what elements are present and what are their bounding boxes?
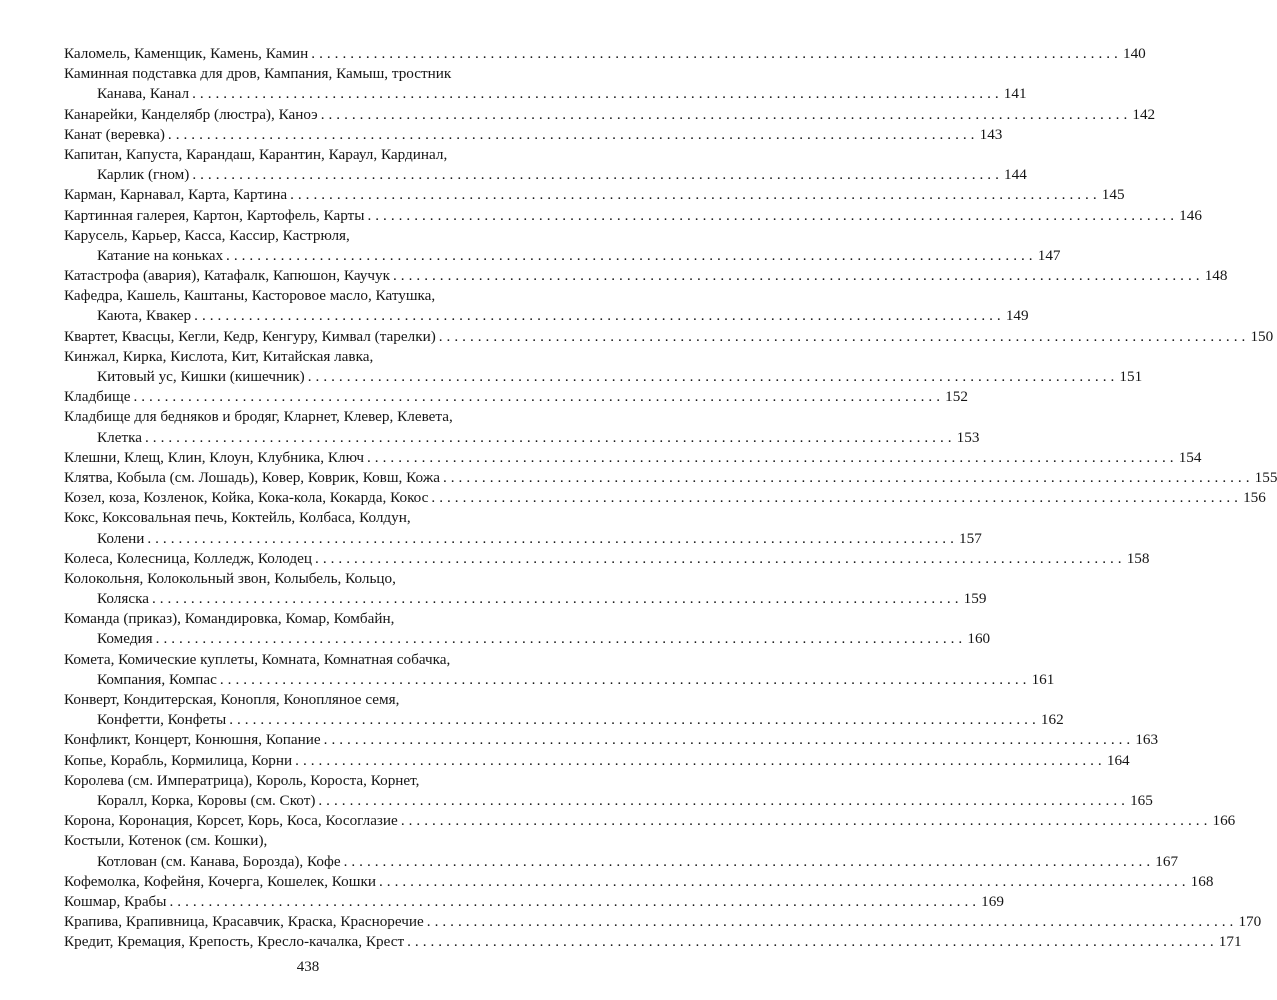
index-entry [64,468,1277,488]
entry-continuation-line [64,629,991,649]
entry-line [64,751,1130,771]
entry-line [64,932,1242,952]
dot-leader [147,529,954,549]
entry-continuation-line [64,670,1055,690]
entry-page-number: 155 [1254,468,1277,486]
entry-text: Козел, коза, Козленок, Койка, Кока-кола, Кокарда, Кокос [64,489,429,507]
entry-text: Кафедра, Кашель, Каштаны, Касторовое масло, Катушка, [64,287,436,305]
entry-page-number: 165 [1130,791,1153,809]
entry-line [64,64,560,84]
entry-page-number: 160 [967,630,991,648]
entry-line [64,892,1004,912]
page-number: 438 [296,959,320,975]
index-entry [64,609,991,649]
entry-line [64,206,1202,226]
dot-leader [367,206,1174,226]
entry-page-number: 166 [1212,812,1236,830]
dot-leader [156,629,963,649]
index-entry [64,266,1228,286]
dot-leader [407,932,1214,952]
entry-line [64,387,968,407]
entry-text: Копье, Корабль, Кормилица, Корни [64,751,293,769]
dot-leader [443,468,1250,488]
entry-page-number: 151 [1119,368,1143,385]
entry-continuation-line [64,246,1061,266]
entry-line [64,872,1214,892]
entry-text: Карман, Карнавал, Карта, Картина [64,186,288,204]
entry-continuation-line [64,852,1179,872]
entry-line [64,185,1125,205]
index-entry [64,206,1202,226]
entry-text: Квартет, Квасцы, Кегли, Кедр, Кенгуру, Кимвал (тарелки) [64,327,436,345]
entry-text: Канава, Канал [97,85,190,103]
index-entry [64,387,968,407]
entry-page-number: 162 [1040,711,1064,729]
entry-page-number: 148 [1204,267,1228,285]
dot-leader [367,448,1174,468]
index-entry [64,488,1266,508]
entry-continuation-line [64,710,1064,730]
dot-leader [295,751,1102,771]
index-entry [64,892,1004,912]
entry-text: Корона, Коронация, Корсет, Корь, Коса, Косоглазие [64,812,398,830]
index-entry [64,771,1153,811]
entry-line [64,266,1228,286]
entry-page-number: 169 [981,892,1004,910]
index-entry [64,811,1236,831]
entry-text: Компания, Компас [97,670,217,688]
entry-text: Кокс, Коксовальная печь, Коктейль, Колбаса, Колдун, [64,509,411,527]
entry-page-number: 146 [1179,206,1202,224]
entry-line [64,327,1274,347]
entry-continuation-line [64,529,982,549]
dot-leader [401,811,1208,831]
entry-page-number: 167 [1155,852,1179,870]
dot-leader [192,84,999,104]
index-entry [64,407,980,447]
entry-line [64,145,560,165]
dot-leader [133,387,940,407]
entry-text: Конфетти, Конфеты [97,711,227,729]
dot-leader [379,872,1186,892]
index-entry [64,125,1003,145]
entry-page-number: 164 [1106,751,1130,769]
dot-leader [393,266,1200,286]
index-entry [64,569,987,609]
dot-leader [318,791,1125,811]
entry-line [64,468,1277,488]
entry-page-number: 157 [959,529,982,547]
entry-text: Конфликт, Концерт, Конюшня, Копание [64,731,321,749]
dot-leader [321,105,1128,125]
entry-text: Комета, Комические куплеты, Комната, Комнатная собачка, [64,650,451,668]
dot-leader [427,912,1234,932]
entry-text: Кошмар, Крабы [64,892,167,910]
index-entry [64,327,1274,347]
dot-leader [344,852,1151,872]
index-entry [64,508,982,548]
dot-leader [308,367,1115,387]
entry-page-number: 168 [1190,872,1214,890]
dot-leader [192,165,999,185]
entry-text: Котлован (см. Канава, Борозда), Кофе [97,852,341,870]
dot-leader [194,306,1001,326]
entry-text: Кинжал, Кирка, Кислота, Кит, Китайская лавка, [64,347,374,365]
entry-text: Кредит, Кремация, Крепость, Кресло-качалка, Крест [64,933,405,951]
dot-leader [439,327,1246,347]
entry-continuation-line [64,791,1153,811]
dot-leader [168,125,975,145]
entry-line [64,831,560,851]
dot-leader [324,730,1131,750]
entry-page-number: 149 [1005,307,1029,325]
entry-text: Китовый ус, Кишки (кишечник) [97,368,305,385]
entry-text: Коралл, Корка, Коровы (см. Скот) [97,791,316,809]
entry-text: Команда (приказ), Командировка, Комар, Комбайн, [64,610,395,628]
entry-text: Карусель, Карьер, Касса, Кассир, Кастрюля, [64,226,350,244]
entry-text: Комедия [97,630,153,648]
entry-page-number: 145 [1101,186,1125,204]
dot-leader [315,549,1122,569]
entry-line [64,508,560,528]
entry-text: Кладбище [64,388,131,406]
dot-leader [145,428,952,448]
entry-line [64,125,1003,145]
entry-text: Костыли, Котенок (см. Кошки), [64,832,268,850]
index-entry [64,831,1179,871]
entry-text: Катастрофа (авария), Катафалк, Капюшон, Каучук [64,267,391,285]
index-entry [64,549,1150,569]
entry-page-number: 159 [963,590,987,608]
entry-text: Колеса, Колесница, Колледж, Колодец [64,549,313,567]
entry-line [64,44,1146,64]
entry-page-number: 163 [1135,731,1159,749]
entry-text: Канарейки, Канделябр (люстра), Каноэ [64,105,318,123]
entry-text: Клетка [97,428,142,446]
dot-leader [290,185,1097,205]
entry-text: Клятва, Кобыла (см. Лошадь), Ковер, Коврик, Ковш, Кожа [64,468,440,486]
entry-page-number: 156 [1243,489,1266,507]
entry-line [64,771,560,791]
index-entry [64,226,1061,266]
entry-page-number: 152 [945,388,968,406]
entry-continuation-line [64,428,980,448]
entry-page-number: 144 [1004,166,1027,184]
index-entry [64,105,1156,125]
entry-page-number: 161 [1031,670,1055,688]
entry-line [64,226,560,246]
index-entry [64,932,1242,952]
entry-page-number: 158 [1126,549,1150,567]
index-entry [64,185,1125,205]
entry-text: Капитан, Капуста, Карандаш, Карантин, Караул, Кардинал, [64,145,448,163]
index-entry [64,64,1027,104]
index-entry [64,448,1202,468]
entry-page-number: 153 [956,428,980,446]
dot-leader [311,44,1118,64]
dot-leader [226,246,1033,266]
entry-line [64,105,1156,125]
entry-page-number: 141 [1003,85,1027,103]
entry-text: Канат (веревка) [64,125,165,143]
entry-text: Колокольня, Колокольный звон, Колыбель, Кольцо, [64,569,396,587]
entry-continuation-line [64,589,987,609]
entry-text: Кладбище для бедняков и бродяг, Кларнет, Клевер, Клевета, [64,408,453,426]
dot-leader [220,670,1027,690]
entry-text: Картинная галерея, Картон, Картофель, Карты [64,206,365,224]
entry-text: Катание на коньках [97,246,224,264]
entry-line [64,690,560,710]
entry-line [64,730,1159,750]
index-entry [64,44,1146,64]
entry-text: Каломель, Каменщик, Камень, Камин [64,45,309,62]
entry-text: Конверт, Кондитерская, Конопля, Конопляное семя, [64,691,400,708]
index-page [64,44,1277,952]
entry-continuation-line [64,165,1027,185]
index-entry [64,145,1027,185]
index-entry [64,912,1262,932]
entry-page-number: 142 [1132,105,1156,123]
index-entry [64,650,1055,690]
entry-page-number: 171 [1218,933,1242,951]
entry-line [64,569,560,589]
entry-text: Клешни, Клещ, Клин, Клоун, Клубника, Ключ [64,448,365,466]
entry-line [64,347,560,367]
entry-continuation-line [64,306,1029,326]
entry-text: Каюта, Квакер [97,307,192,325]
dot-leader [152,589,959,609]
entry-line [64,407,560,427]
entry-line [64,488,1266,508]
entry-line [64,811,1236,831]
entry-text: Каминная подставка для дров, Кампания, Камыш, тростник [64,65,452,83]
entry-page-number: 147 [1037,246,1061,264]
entry-line [64,650,560,670]
entry-text: Королева (см. Императрица), Король, Короста, Корнет, [64,771,420,789]
dot-leader [431,488,1238,508]
index-entry [64,690,1064,730]
entry-text: Карлик (гном) [97,166,190,184]
entry-text: Кофемолка, Кофейня, Кочерга, Кошелек, Кошки [64,872,376,890]
entry-line [64,549,1150,569]
entry-text: Крапива, Крапивница, Красавчик, Краска, Красноречие [64,913,424,931]
entry-text: Колени [97,529,145,547]
entry-line [64,286,560,306]
index-entry [64,872,1214,892]
entry-page-number: 154 [1178,448,1202,466]
entry-line [64,609,560,629]
index-entry [64,286,1029,326]
dot-leader [229,710,1036,730]
index-entry [64,751,1130,771]
dot-leader [170,892,977,912]
entry-line [64,448,1202,468]
entry-page-number: 143 [979,125,1003,143]
entry-page-number: 140 [1122,45,1146,62]
entry-text: Коляска [97,590,149,608]
entry-continuation-line [64,367,1143,387]
entry-page-number: 150 [1250,327,1274,345]
entry-continuation-line [64,84,1027,104]
entry-page-number: 170 [1238,913,1262,931]
entry-line [64,912,1262,932]
index-entry [64,347,1143,387]
index-entry [64,730,1159,750]
